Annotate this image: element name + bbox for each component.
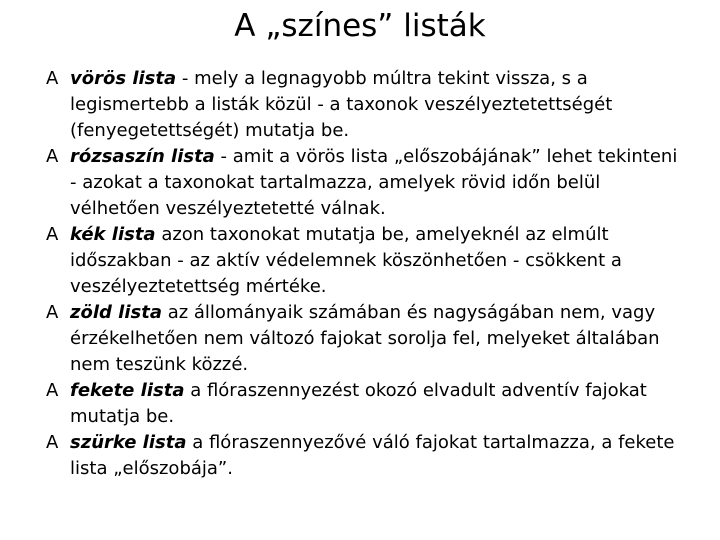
list-item-keyword: szürke lista (70, 432, 187, 453)
list-item-text: - mely a legnagyobb múltra tekint vissza, s a legismertebb a listák közül - a taxonok veszélyeztetettségét (fenyegetettségét) mutatja be. (70, 68, 613, 141)
list-item-lead: A (46, 224, 59, 245)
list-item-red (46, 66, 686, 144)
list-item-grey (46, 430, 686, 482)
list-item-lead: A (46, 68, 59, 89)
list-item-lead: A (46, 302, 59, 323)
list-item-lead: A (46, 432, 59, 453)
list-item-keyword: rózsaszín lista (70, 146, 215, 167)
list-item-text: azon taxonokat mutatja be, amelyeknél az elmúlt időszakban - az aktív védelemnek köszönhetően - csökkent a veszélyeztetettség mértéke. (70, 224, 622, 297)
list-item-lead: A (46, 380, 59, 401)
list-item-lead: A (46, 146, 59, 167)
list-item-black (46, 378, 686, 430)
list-item-pink (46, 144, 686, 222)
list-item-text: a flóraszennyezést okozó elvadult adventív fajokat mutatja be. (70, 380, 647, 427)
slide-title: A „színes” listák (234, 8, 486, 44)
list-item-text: az állományaik számában és nagyságában nem, vagy érzékelhetően nem változó fajokat sorolja fel, melyeket általában nem teszünk közzé. (70, 302, 660, 375)
list-item-keyword: kék lista (70, 224, 156, 245)
list-item-text: a flóraszennyezővé váló fajokat tartalmazza, a fekete lista „előszobája”. (70, 432, 675, 479)
color-lists (46, 66, 686, 482)
list-item-keyword: fekete lista (70, 380, 185, 401)
list-item-text: - amit a vörös lista „előszobájának” lehet tekinteni - azokat a taxonokat tartalmazza, amelyek rövid időn belül vélhetően veszélyeztetetté válnak. (70, 146, 678, 219)
list-item-blue (46, 222, 686, 300)
list-item-green (46, 300, 686, 378)
list-item-keyword: zöld lista (70, 302, 162, 323)
list-item-keyword: vörös lista (70, 68, 177, 89)
